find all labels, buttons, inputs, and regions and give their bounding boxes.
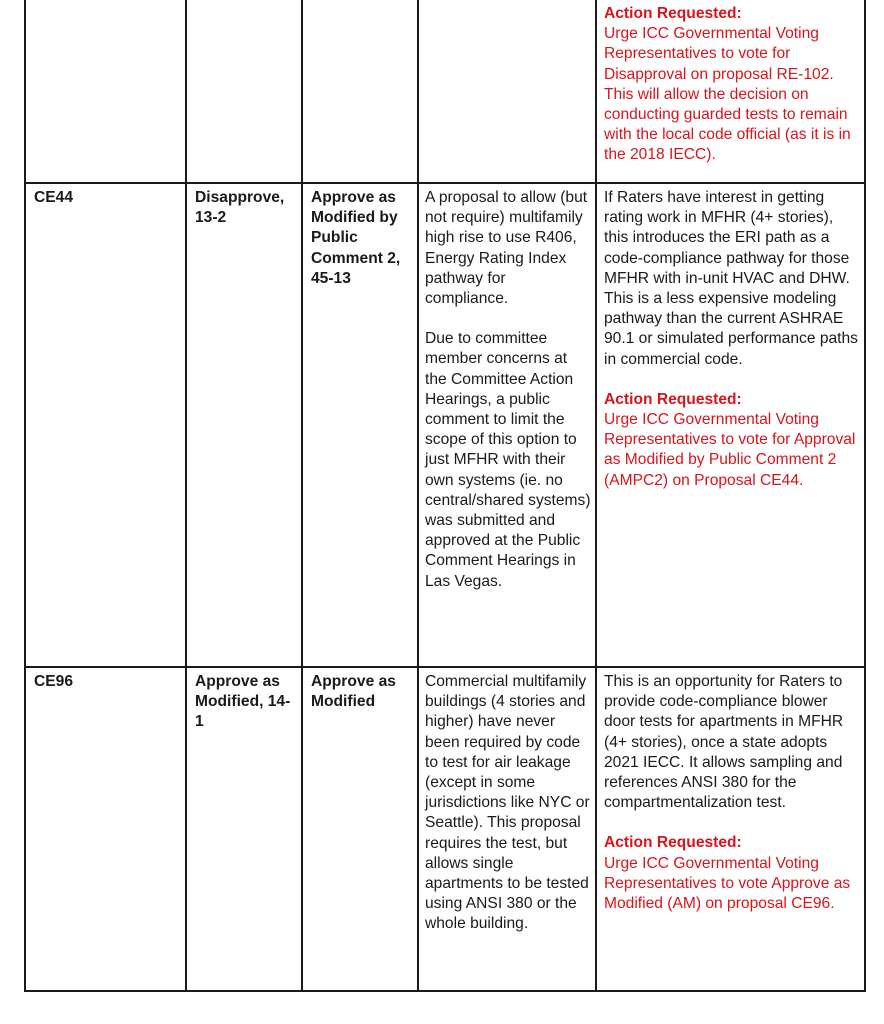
committee-action-cell: Disapprove, 13-2 — [186, 183, 302, 667]
description-cell — [418, 0, 596, 183]
table-row — [25, 183, 865, 667]
pc-hearing-result-cell: Approve as Modified — [302, 667, 418, 991]
pc-hearing-result-cell — [302, 0, 418, 183]
impact-paragraph: If Raters have interest in getting rating work in MFHR (4+ stories), this introduces the ERI path as a code-compliance pathway for those MFHR with in-unit HVAC and DHW. This is a less expensive modeling pathway than the current ASHRAE 90.1 or simulated performance paths in commercial code. — [604, 189, 858, 368]
description-cell — [418, 183, 596, 667]
description-paragraph: A proposal to allow (but not require) multifamily high rise to use R406, Energy Rating Index pathway for compliance. — [425, 189, 588, 308]
code-proposals-table — [24, 0, 866, 992]
table-row — [25, 667, 865, 991]
action-requested-text: Urge ICC Governmental Voting Representatives to vote for Disapproval on proposal RE-102. This will allow the decision on conducting guarded tests to remain with the local code official (as it is in the 2018 IECC). — [604, 25, 851, 164]
action-requested-text: Urge ICC Governmental Voting Representatives to vote for Approval as Modified by Public Comment 2 (AMPC2) on Proposal CE44. — [604, 411, 856, 489]
impact-cell — [596, 0, 865, 183]
committee-action-cell — [186, 0, 302, 183]
committee-action-cell: Approve as Modified, 14-1 — [186, 667, 302, 991]
table-row — [25, 0, 865, 183]
action-requested-label: Action Requested: — [604, 5, 742, 22]
pc-hearing-result-cell: Approve as Modified by Public Comment 2, 45-13 — [302, 183, 418, 667]
action-requested-label: Action Requested: — [604, 390, 742, 408]
proposal-id-cell — [25, 0, 186, 183]
action-requested-label: Action Requested: — [604, 834, 742, 852]
impact-cell — [596, 183, 865, 667]
impact-cell — [596, 667, 865, 991]
proposal-id-cell: CE96 — [25, 667, 186, 991]
description-paragraph: Due to committee member concerns at the Committee Action Hearings, a public comment to limit the scope of this option to just MFHR with their own systems (ie. no central/shared systems) was submitted and approved at the Public Comment Hearings in Las Vegas. — [425, 330, 591, 590]
action-requested-text: Urge ICC Governmental Voting Representatives to vote Approve as Modified (AM) on proposal CE96. — [604, 854, 851, 913]
description-cell — [418, 667, 596, 991]
impact-paragraph: This is an opportunity for Raters to provide code-compliance blower door tests for apartments in MFHR (4+ stories), once a state adopts 2021 IECC. It allows sampling and references ANSI 380 for the compartmentalization test. — [604, 673, 844, 812]
proposal-id-cell: CE44 — [25, 183, 186, 667]
description-paragraph: Commercial multifamily buildings (4 stories and higher) have never been required by code to test for air leakage (except in some jurisdictions like NYC or Seattle). This proposal requires the test, but allows single apartments to be tested using ANSI 380 or the whole building. — [425, 673, 590, 933]
